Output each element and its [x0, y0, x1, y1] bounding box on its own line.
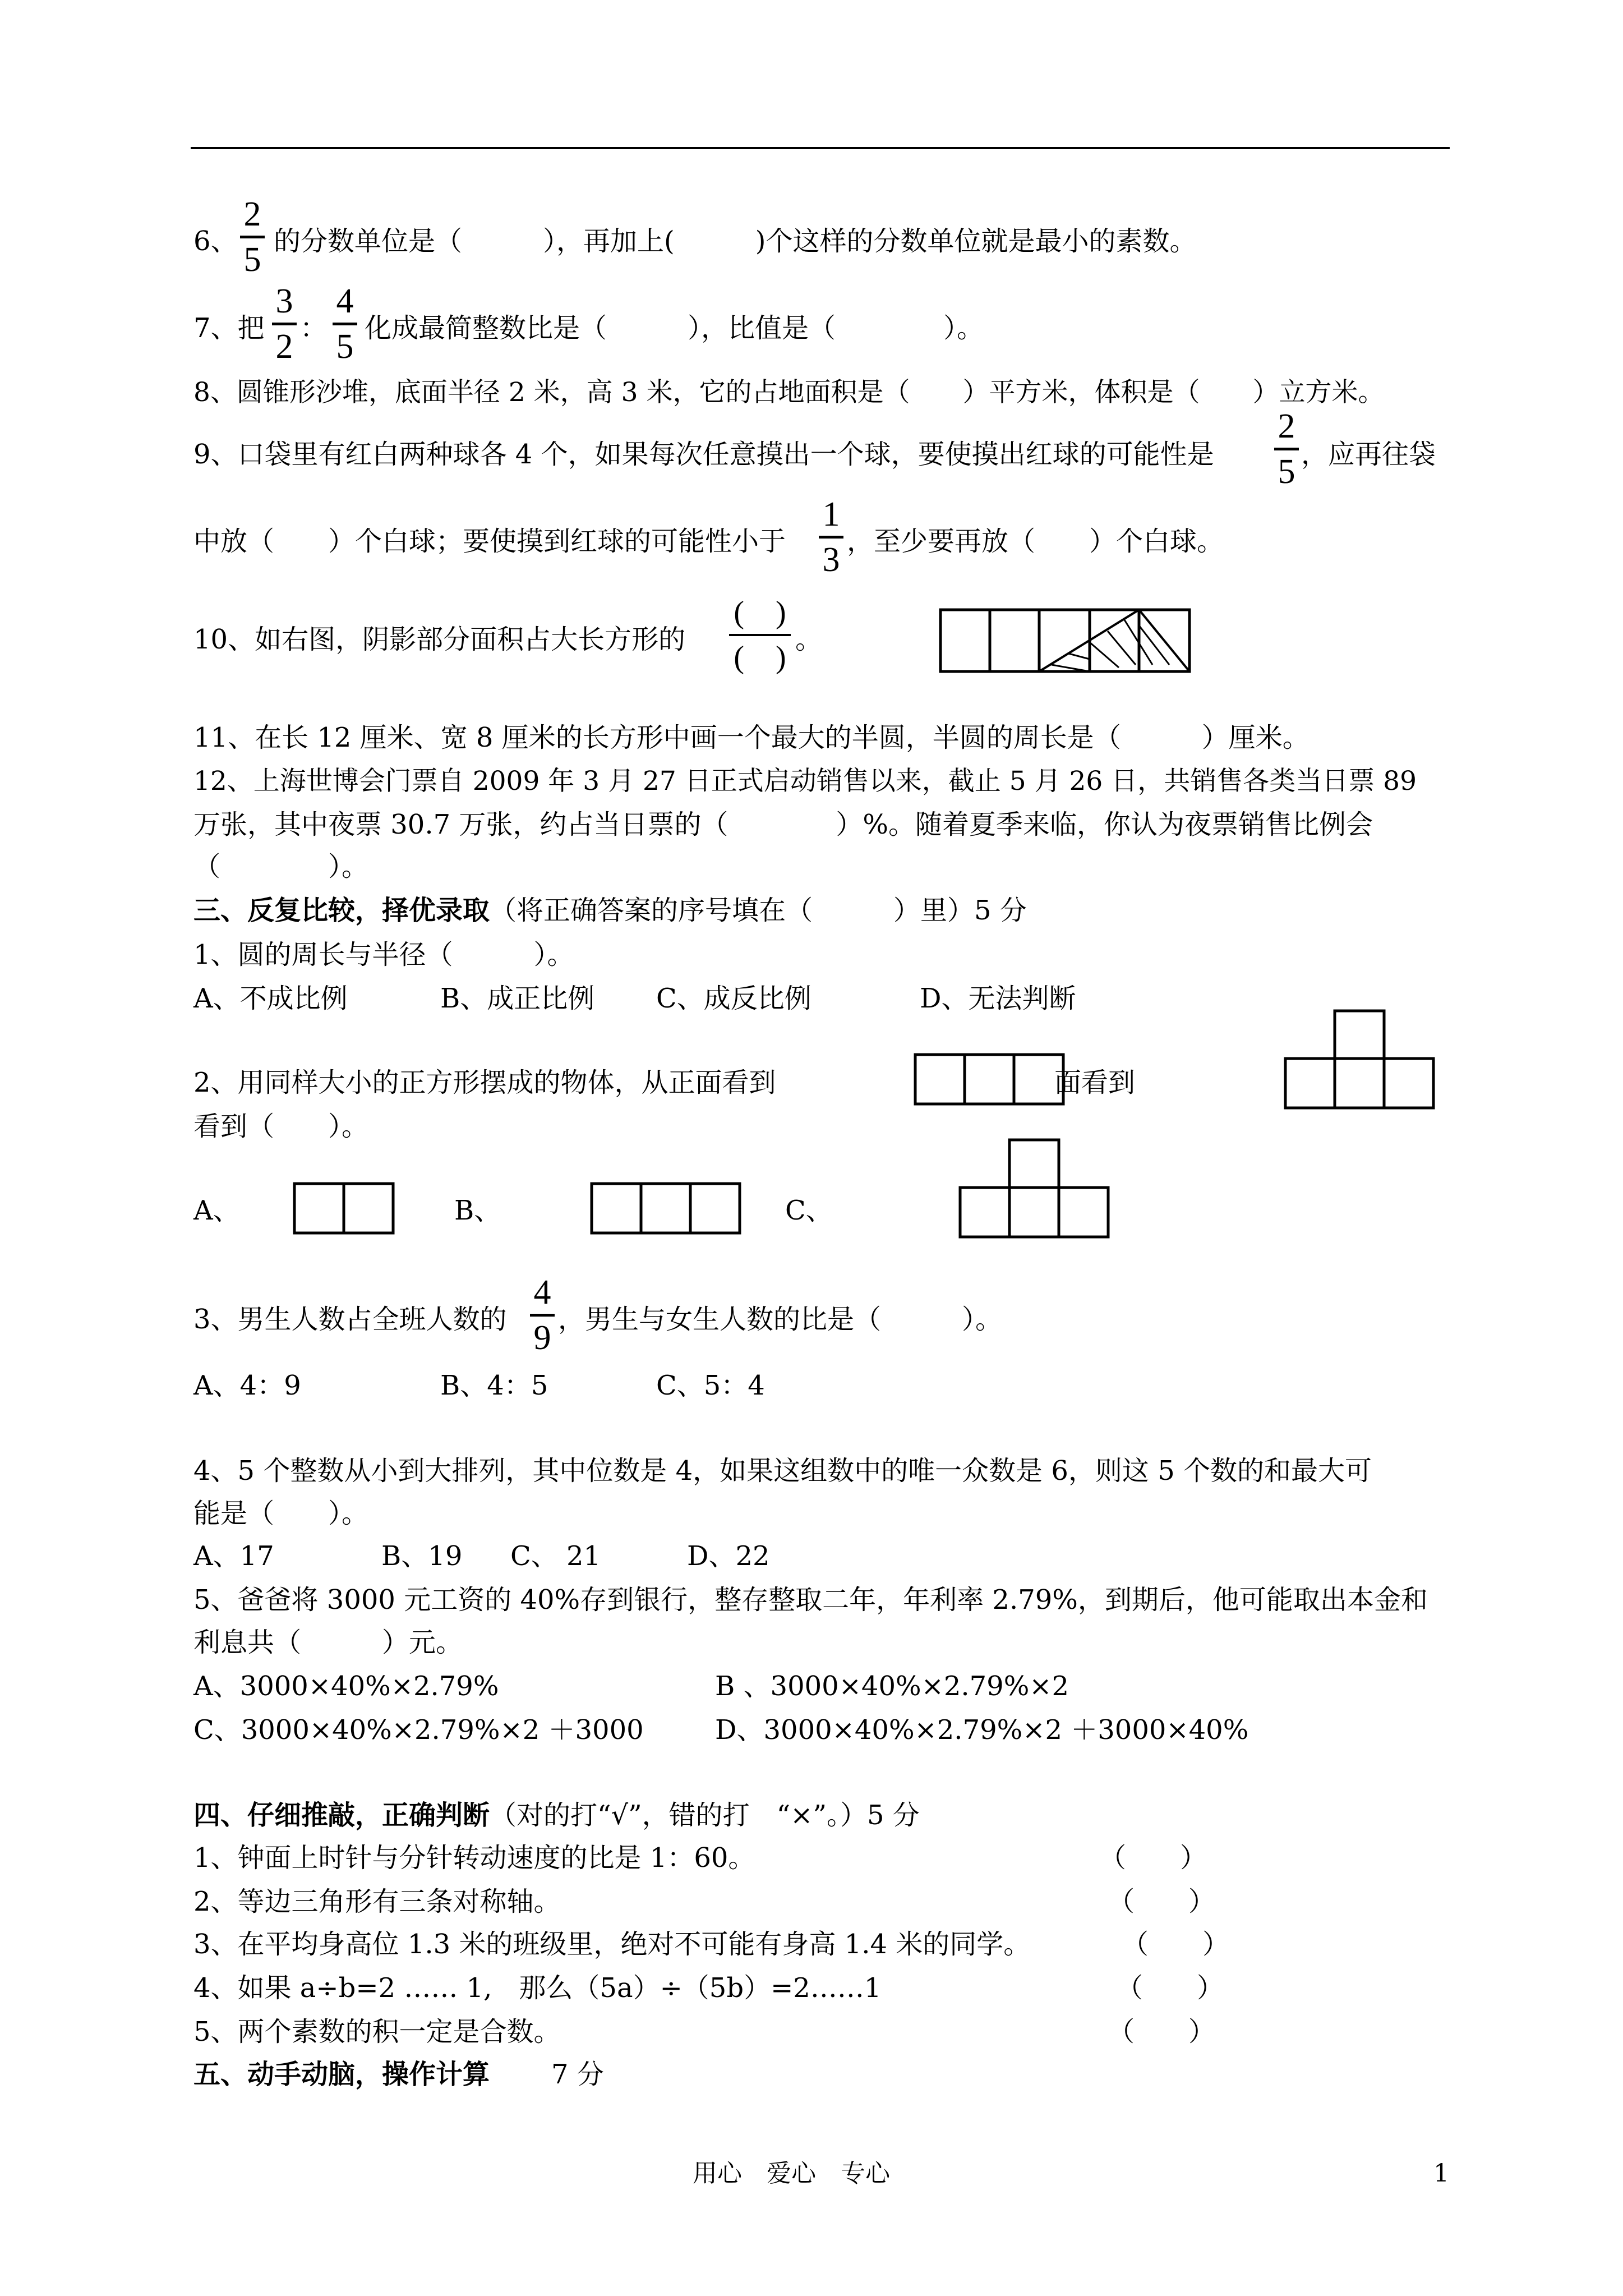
- q9-line1: 9、口袋里有红白两种球各 4 个，如果每次任意摸出一个球，要使摸出红球的可能性是: [193, 439, 1214, 470]
- q9-frac2-den: 3: [822, 541, 840, 579]
- section-4-note: （对的打“√”，错的打 “×”。）5 分: [490, 1800, 920, 1831]
- q9-frac1-den: 5: [1278, 453, 1295, 491]
- s3-q4-option-c: C、 21: [510, 1540, 601, 1572]
- q7-frac1-den: 2: [275, 328, 293, 366]
- q9-frac2-num: 1: [822, 495, 840, 533]
- q10-frac-den: ( ): [734, 640, 786, 675]
- s3-q2-option-a-figure: [293, 1182, 397, 1236]
- s3-q3-option-a: A、4：9: [193, 1370, 301, 1401]
- q12-line1: 12、上海世博会门票自 2009 年 3 月 27 日正式启动销售以来，截止 5 月 26 日，共销售各类当日票 89: [193, 766, 1417, 797]
- q6-frac-num: 2: [243, 195, 261, 233]
- q10-shaded-rectangle-figure: [939, 609, 1192, 676]
- s3-q5-option-b: B 、3000×40%×2.79%×2: [715, 1671, 1069, 1702]
- q7-frac2-num: 4: [336, 282, 354, 320]
- header-rule: [191, 147, 1450, 149]
- q6-fraction: [240, 196, 265, 278]
- s3-q2-option-c-label: C、: [785, 1195, 833, 1226]
- q9-line2-post: ，至少要再放（ ）个白球。: [847, 526, 1224, 557]
- q10-text: 10、如右图，阴影部分面积占大长方形的: [193, 624, 686, 655]
- s3-q5-option-d: D、3000×40%×2.79%×2 ＋3000×40%: [715, 1714, 1249, 1746]
- s3-q1-option-b: B、成正比例: [440, 983, 595, 1014]
- q10-end: 。: [795, 624, 823, 655]
- s4-item-4: 4、如果 a÷b=2 …… 1, 那么（5a）÷（5b）=2……1: [193, 1972, 882, 2004]
- q7-fraction-2: [333, 283, 357, 365]
- q10-fraction: [729, 595, 791, 675]
- s3-q3-fraction: [530, 1274, 555, 1356]
- s4-item-5-blank: （ ）: [1108, 2016, 1216, 2047]
- s3-q2-mid-text: 面看到: [1054, 1067, 1136, 1098]
- q12-line2: 万张，其中夜票 30.7 万张，约占当日票的（ ）%。随着夏季来临，你认为夜票销售比例会: [193, 809, 1373, 840]
- q7-colon: ：: [300, 312, 328, 344]
- q7-frac1-num: 3: [275, 282, 293, 320]
- q7-fraction-1: [272, 283, 297, 365]
- section-5-title: 五、动手动脑，操作计算: [193, 2059, 490, 2090]
- section-5-heading: [193, 2058, 604, 2091]
- s4-item-2-blank: （ ）: [1108, 1886, 1216, 1917]
- s3-q2-front-view-figure: [914, 1053, 1066, 1107]
- s3-q1-text: 1、圆的周长与半径（ ）。: [193, 939, 574, 970]
- s3-q2-option-c-figure: [959, 1139, 1116, 1240]
- q9-fraction-2: [819, 496, 843, 578]
- section-3-heading: [193, 894, 1027, 927]
- s3-q2-option-a-label: A、: [193, 1195, 240, 1226]
- q9-frac1-num: 2: [1278, 407, 1295, 445]
- s3-q2-side-view-figure: [1284, 1010, 1441, 1111]
- s3-q5-line2: 利息共（ ）元。: [193, 1627, 463, 1658]
- s4-item-5: 5、两个素数的积一定是合数。: [193, 2016, 561, 2047]
- s3-q3-text-post: ，男生与女生人数的比是（ ）。: [558, 1304, 1003, 1335]
- q9-fraction-1: [1274, 408, 1299, 490]
- q7-frac2-den: 5: [336, 328, 354, 366]
- s3-q3-frac-den: 9: [533, 1319, 551, 1357]
- s3-q3-text-pre: 3、男生人数占全班人数的: [193, 1304, 507, 1335]
- footer-motto: 用心 爱心 专心: [693, 2159, 890, 2188]
- s3-q2-line2: 看到（ ）。: [193, 1111, 369, 1142]
- s4-item-1-blank: （ ）: [1099, 1842, 1207, 1874]
- s3-q1-option-d: D、无法判断: [920, 983, 1076, 1014]
- s3-q2-text: 2、用同样大小的正方形摆成的物体，从正面看到: [193, 1067, 776, 1098]
- s3-q5-option-a: A、3000×40%×2.79%: [193, 1671, 499, 1702]
- q6-frac-den: 5: [243, 241, 261, 279]
- page-number: 1: [1433, 2159, 1449, 2188]
- s3-q3-frac-num: 4: [533, 1273, 551, 1312]
- q11-text: 11、在长 12 厘米、宽 8 厘米的长方形中画一个最大的半圆，半圆的周长是（ ）厘米。: [193, 722, 1310, 753]
- q8-text: 8、圆锥形沙堆，底面半径 2 米，高 3 米，它的占地面积是（ ）平方米，体积是（ ）立方米。: [193, 377, 1385, 408]
- s3-q4-line2: 能是（ ）。: [193, 1498, 369, 1529]
- section-4-title: 四、仔细推敲，正确判断: [193, 1800, 490, 1831]
- q6-number: 6、: [193, 226, 238, 257]
- q7-number: 7、把: [193, 312, 265, 344]
- s3-q1-option-a: A、不成比例: [193, 983, 348, 1014]
- s3-q5-line1: 5、爸爸将 3000 元工资的 40%存到银行，整存整取二年，年利率 2.79%，到期后，他可能取出本金和: [193, 1584, 1428, 1616]
- s3-q1-option-c: C、成反比例: [656, 983, 811, 1014]
- section-3-title: 三、反复比较，择优录取: [193, 895, 490, 926]
- q7-text: 化成最简整数比是（ ），比值是（ ）。: [365, 312, 984, 344]
- q9-line1-end: ，应再往袋: [1301, 439, 1436, 470]
- q12-line3: （ ）。: [193, 851, 369, 882]
- section-5-note: 7 分: [551, 2059, 604, 2090]
- s4-item-3-blank: （ ）: [1122, 1929, 1230, 1960]
- s4-item-1: 1、钟面上时针与分针转动速度的比是 1：60。: [193, 1842, 755, 1874]
- s3-q4-option-d: D、22: [687, 1540, 770, 1572]
- q10-frac-num: ( ): [734, 595, 786, 630]
- s3-q2-option-b-figure: [591, 1182, 742, 1236]
- s3-q5-option-c: C、3000×40%×2.79%×2 ＋3000: [193, 1714, 644, 1746]
- s3-q3-option-b: B、4：5: [440, 1370, 548, 1401]
- s4-item-2: 2、等边三角形有三条对称轴。: [193, 1886, 561, 1917]
- s3-q4-line1: 4、5 个整数从小到大排列，其中位数是 4，如果这组数中的唯一众数是 6，则这 5 个数的和最大可: [193, 1455, 1372, 1487]
- s3-q3-option-c: C、5：4: [656, 1370, 765, 1401]
- s3-q2-option-b-label: B、: [454, 1195, 501, 1226]
- s4-item-3: 3、在平均身高位 1.3 米的班级里，绝对不可能有身高 1.4 米的同学。: [193, 1929, 1031, 1960]
- section-3-note: （将正确答案的序号填在（ ）里）5 分: [490, 895, 1027, 926]
- s3-q4-option-a: A、17: [193, 1540, 274, 1572]
- s4-item-4-blank: （ ）: [1116, 1972, 1224, 2004]
- section-4-heading: [193, 1798, 920, 1832]
- s3-q4-option-b: B、19: [381, 1540, 463, 1572]
- q6-text: 的分数单位是（ ），再加上( )个这样的分数单位就是最小的素数。: [274, 226, 1197, 257]
- q9-line2-pre: 中放（ ）个白球；要使摸到红球的可能性小于: [193, 526, 786, 557]
